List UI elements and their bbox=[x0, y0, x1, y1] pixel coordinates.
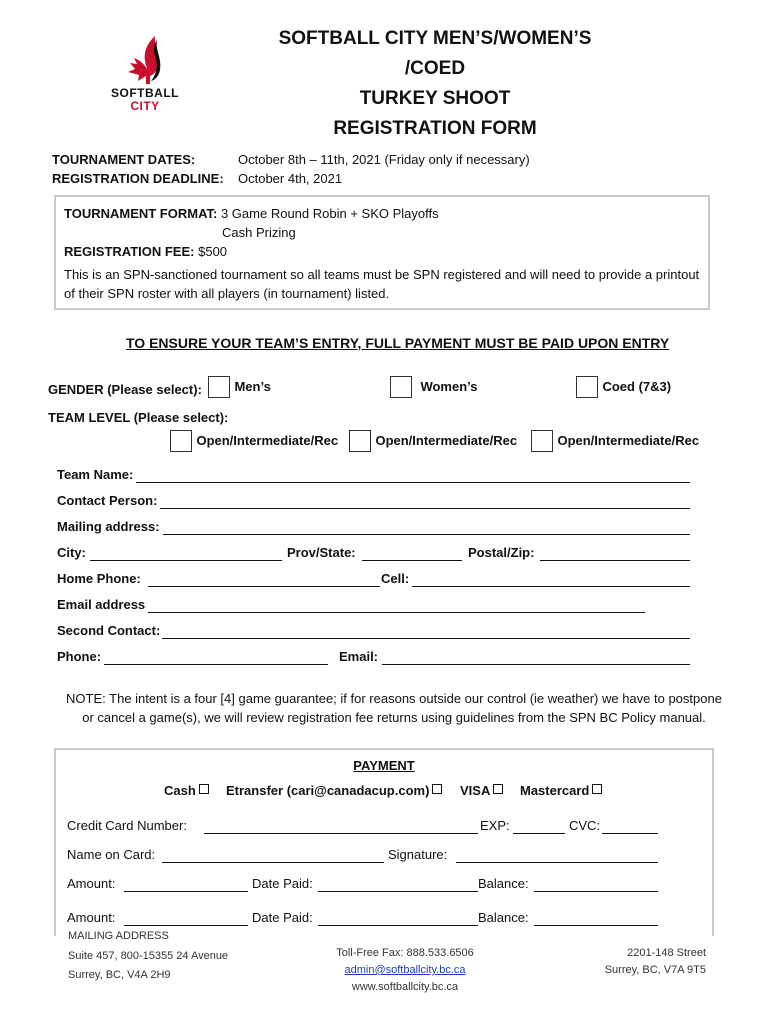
amount-field-1[interactable] bbox=[124, 891, 248, 892]
date-paid-label-2: Date Paid: bbox=[252, 910, 313, 925]
team-level-label-1: Open/Intermediate/Rec bbox=[196, 433, 339, 449]
title-line-3: TURKEY SHOOT bbox=[359, 88, 511, 109]
mailing-address-label: Mailing address: bbox=[57, 519, 160, 534]
cell-label: Cell: bbox=[381, 571, 410, 586]
mastercard-checkbox[interactable] bbox=[592, 784, 602, 794]
team-level-checkbox-2[interactable] bbox=[349, 430, 371, 452]
footer-address-line-1: Suite 457, 800-15355 24 Avenue bbox=[68, 950, 229, 962]
date-paid-field-1[interactable] bbox=[318, 891, 478, 892]
team-level-label-2: Open/Intermediate/Rec bbox=[375, 433, 518, 449]
cash-checkbox[interactable] bbox=[199, 784, 209, 794]
maple-leaf-flame-icon bbox=[122, 34, 172, 86]
tournament-format-box bbox=[54, 195, 710, 310]
guarantee-note: NOTE: The intent is a four [4] game guarantee; if for reasons outside our control (ie weather) we have to postpone or cancel a game(s), we will review registration fee returns using guidelines from the SPN BC Policy manual. bbox=[66, 691, 722, 725]
postal-zip-label: Postal/Zip: bbox=[468, 545, 535, 560]
softball-city-logo bbox=[100, 34, 190, 124]
etransfer-label: Etransfer (cari@canadacup.com) bbox=[226, 783, 430, 798]
balance-label-2: Balance: bbox=[478, 910, 529, 925]
registration-deadline-label: REGISTRATION DEADLINE: bbox=[52, 171, 224, 186]
name-on-card-field[interactable] bbox=[162, 862, 384, 863]
email-address-label: Email address bbox=[57, 597, 146, 612]
page-title bbox=[250, 24, 620, 144]
womens-label: Women’s bbox=[420, 379, 478, 395]
gender-label: GENDER (Please select): bbox=[48, 382, 202, 397]
spn-note: This is an SPN-sanctioned tournament so all teams must be SPN registered and will need to provide a printout of their SPN roster with all players (in tournament) listed. bbox=[64, 267, 700, 301]
team-name-field[interactable] bbox=[136, 482, 690, 483]
footer-fax: Toll-Free Fax: 888.533.6506 bbox=[336, 947, 474, 959]
mastercard-label: Mastercard bbox=[520, 783, 590, 798]
mens-checkbox[interactable] bbox=[208, 376, 230, 398]
gender-option-mens[interactable] bbox=[208, 376, 271, 398]
phone-label: Phone: bbox=[57, 649, 102, 664]
team-level-option-3[interactable] bbox=[531, 430, 699, 452]
footer-email-link[interactable]: admin@softballcity.bc.ca bbox=[344, 964, 466, 976]
payment-method-cash[interactable] bbox=[164, 783, 209, 798]
cash-label: Cash bbox=[164, 783, 196, 798]
signature-field[interactable] bbox=[456, 862, 658, 863]
balance-field-2[interactable] bbox=[534, 925, 658, 926]
balance-label-1: Balance: bbox=[478, 876, 529, 891]
womens-checkbox[interactable] bbox=[390, 376, 412, 398]
home-phone-label: Home Phone: bbox=[57, 571, 141, 586]
amount-field-2[interactable] bbox=[124, 925, 248, 926]
title-line-2: /COED bbox=[404, 58, 466, 79]
prov-state-field[interactable] bbox=[362, 560, 462, 561]
logo-text-softball: SOFTBALL bbox=[111, 86, 179, 100]
prov-state-label: Prov/State: bbox=[287, 545, 356, 560]
team-level-option-2[interactable] bbox=[349, 430, 517, 452]
second-contact-label: Second Contact: bbox=[57, 623, 161, 638]
payment-method-visa[interactable] bbox=[460, 783, 503, 798]
team-name-label: Team Name: bbox=[57, 467, 134, 482]
format-line bbox=[64, 206, 439, 221]
signature-label: Signature: bbox=[388, 847, 448, 862]
logo-text-city: CITY bbox=[130, 99, 160, 113]
payment-method-etransfer[interactable] bbox=[226, 783, 442, 798]
exp-label: EXP: bbox=[480, 818, 510, 833]
format-label: TOURNAMENT FORMAT: bbox=[64, 206, 218, 221]
team-level-label-3: Open/Intermediate/Rec bbox=[557, 433, 700, 449]
tournament-dates-value: October 8th – 11th, 2021 (Friday only if necessary) bbox=[238, 152, 530, 167]
format-value: 3 Game Round Robin + SKO Playoffs bbox=[220, 206, 439, 221]
date-paid-field-2[interactable] bbox=[318, 925, 478, 926]
format-value-2: Cash Prizing bbox=[222, 225, 296, 240]
coed-checkbox[interactable] bbox=[576, 376, 598, 398]
footer-website[interactable]: www.softballcity.bc.ca bbox=[351, 981, 459, 993]
tournament-dates-label: TOURNAMENT DATES: bbox=[52, 152, 196, 167]
team-level-checkbox-1[interactable] bbox=[170, 430, 192, 452]
title-line-4: REGISTRATION FORM bbox=[333, 118, 537, 139]
gender-option-womens[interactable] bbox=[390, 376, 478, 398]
team-level-checkbox-3[interactable] bbox=[531, 430, 553, 452]
etransfer-checkbox[interactable] bbox=[432, 784, 442, 794]
cvc-field[interactable] bbox=[602, 833, 658, 834]
cell-field[interactable] bbox=[412, 586, 690, 587]
cvc-label: CVC: bbox=[569, 818, 601, 833]
email-field[interactable] bbox=[382, 664, 690, 665]
title-line-1: SOFTBALL CITY MEN’S/WOMEN’S bbox=[278, 28, 592, 49]
gender-option-coed[interactable] bbox=[576, 376, 671, 398]
cc-number-field[interactable] bbox=[204, 833, 478, 834]
amount-label-2: Amount: bbox=[67, 910, 116, 925]
amount-label-1: Amount: bbox=[67, 876, 116, 891]
second-contact-field[interactable] bbox=[162, 638, 690, 639]
city-field[interactable] bbox=[90, 560, 282, 561]
footer-address-line-2: Surrey, BC, V4A 2H9 bbox=[68, 969, 171, 981]
home-phone-field[interactable] bbox=[148, 586, 380, 587]
mailing-address-field[interactable] bbox=[163, 534, 690, 535]
balance-field-1[interactable] bbox=[534, 891, 658, 892]
registration-deadline-value: October 4th, 2021 bbox=[238, 171, 343, 186]
contact-person-field[interactable] bbox=[160, 508, 690, 509]
footer-mailing-title: MAILING ADDRESS bbox=[68, 930, 169, 940]
fee-label: REGISTRATION FEE: bbox=[64, 244, 195, 259]
visa-label: VISA bbox=[460, 783, 491, 798]
date-paid-label-1: Date Paid: bbox=[252, 876, 313, 891]
team-level-option-1[interactable] bbox=[170, 430, 338, 452]
mens-label: Men’s bbox=[234, 379, 271, 395]
email-address-field[interactable] bbox=[148, 612, 645, 613]
coed-label: Coed (7&3) bbox=[602, 379, 672, 395]
phone-field[interactable] bbox=[104, 664, 328, 665]
email-label: Email: bbox=[339, 649, 379, 664]
payment-box bbox=[54, 748, 714, 936]
name-on-card-label: Name on Card: bbox=[67, 847, 156, 862]
fee-value: $500 bbox=[198, 244, 228, 259]
exp-field[interactable] bbox=[513, 833, 565, 834]
footer-right-line-2: Surrey, BC, V7A 9T5 bbox=[604, 964, 706, 976]
payment-notice: TO ENSURE YOUR TEAM’S ENTRY, FULL PAYMENT MUST BE PAID UPON ENTRY bbox=[126, 335, 670, 351]
visa-checkbox[interactable] bbox=[493, 784, 503, 794]
cc-number-label: Credit Card Number: bbox=[67, 818, 187, 833]
city-label: City: bbox=[57, 545, 86, 560]
postal-zip-field[interactable] bbox=[540, 560, 690, 561]
payment-method-mastercard[interactable] bbox=[520, 783, 602, 798]
footer-right-line-1: 2201-148 Street bbox=[627, 947, 706, 959]
team-level-label: TEAM LEVEL (Please select): bbox=[48, 410, 229, 425]
contact-person-label: Contact Person: bbox=[57, 493, 158, 508]
fee-line bbox=[64, 244, 227, 259]
payment-heading: PAYMENT bbox=[353, 758, 415, 773]
